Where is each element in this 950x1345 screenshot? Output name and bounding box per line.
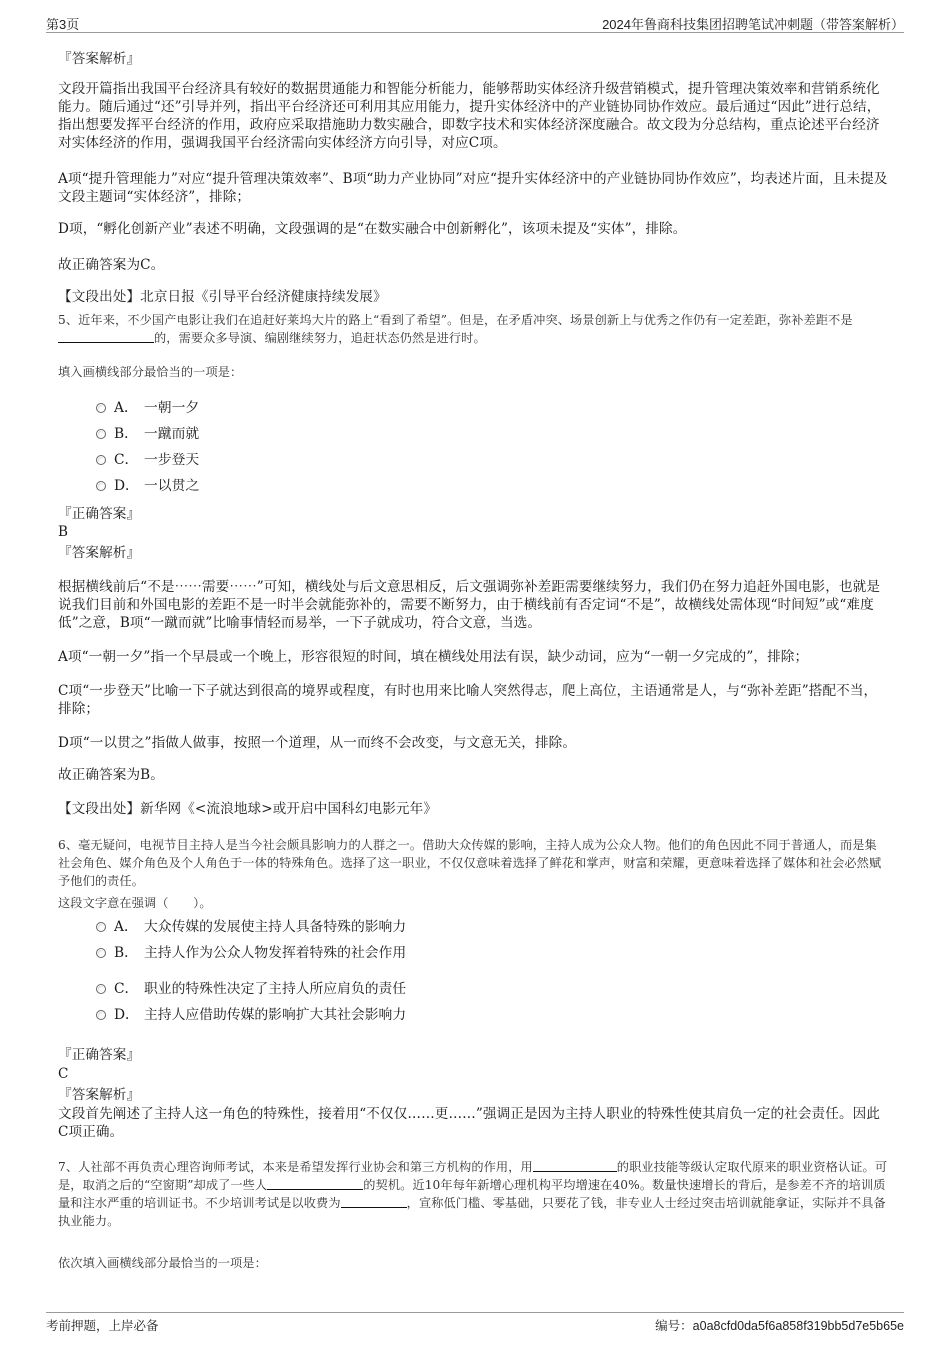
q5-analysis-paragraph-1: 根据横线前后“不是⋯⋯需要⋯⋯”可知，横线处与后文意思相反，后文强调弥补差距需要继续努力，我们仍在努力追赶外国电影，也就是说我们目前和外国电影的差距不是一时半会就能弥补的，需要不断努力，由于横线前有否定词“不是”，故横线处需体现“时间短”或“难度低”之意，B项“一蹴而就”比喻事情轻而易举，一下子就成功，符合文意，当选。 <box>58 579 881 631</box>
q7-prompt: 依次填入画横线部分最恰当的一项是： <box>58 1256 267 1270</box>
q5-conclusion: 故正确答案为B。 <box>58 767 164 783</box>
q7-stem <box>58 1158 888 1230</box>
radio-icon[interactable] <box>96 403 106 413</box>
q7-stem-part-4: ，宣称低门槛、零基础，只要花了钱，非专业人士经过突击培训就能拿证，实际并不具备执业能力。 <box>58 1196 886 1228</box>
q6-analysis: 文段首先阐述了主持人这一角色的特殊性，接着用“不仅仅……更……”强调正是因为主持人职业的特殊性使其肩负一定的社会责任。因此C项正确。 <box>58 1106 881 1140</box>
page-footer <box>46 1312 904 1333</box>
q5-option-c[interactable]: C． 一步登天 <box>96 450 199 470</box>
q7-stem-part-2: 的职业技能等级认定取代原来的职业资格认证。可是，取消之后的“空窗期”却成了一些人 <box>58 1160 888 1192</box>
q5-stem <box>58 311 888 347</box>
radio-icon[interactable] <box>96 455 106 465</box>
q6-analysis-label: 『答案解析』 <box>58 1087 141 1103</box>
page-header <box>46 12 904 33</box>
q5-stem-part-1: 5、近年来，不少国产电影让我们在追赶好莱坞大片的路上“看到了希望”。但是，在矛盾冲突、场景创新上与优秀之作仍有一定差距，弥补差距不是 <box>58 313 853 327</box>
q5-analysis-label: 『答案解析』 <box>58 545 141 561</box>
q6-option-a[interactable]: A． 大众传媒的发展使主持人具备特殊的影响力 <box>96 917 406 937</box>
radio-icon[interactable] <box>96 429 106 439</box>
footer-slogan: 考前押题，上岸必备 <box>46 1319 159 1333</box>
q5-analysis-paragraph-3: C项“一步登天”比喻一下子就达到很高的境界或程度，有时也用来比喻人突然得志，爬上高位，主语通常是人，与“弥补差距”搭配不当，排除； <box>58 683 878 717</box>
q6-stem: 6、毫无疑问，电视节目主持人是当今社会颇具影响力的人群之一。借助大众传媒的影响，主持人成为公众人物。他们的角色因此不同于普通人，而是集社会角色、媒介角色及个人角色于一体的特殊角色。选择了这一职业，不仅仅意味着选择了鲜花和掌声，财富和荣耀，更意味着选择了媒体和社会必然赋予他们的责任。 <box>58 838 882 888</box>
q5-analysis-paragraph-4: D项“一以贯之”指做人做事，按照一个道理，从一而终不会改变，与文意无关，排除。 <box>58 735 577 751</box>
q6-option-c[interactable]: C． 职业的特殊性决定了主持人所应肩负的责任 <box>96 979 406 999</box>
q4-source: 【文段出处】北京日报《引导平台经济健康持续发展》 <box>58 289 387 305</box>
q5-option-d[interactable]: D． 一以贯之 <box>96 476 199 496</box>
q6-prompt: 这段文字意在强调（ ）。 <box>58 896 212 910</box>
radio-icon[interactable] <box>96 984 106 994</box>
q4-analysis-paragraph-2: A项“提升管理能力”对应“提升管理决策效率”、B项“助力产业协同”对应“提升实体经济中的产业链协同协作效应”，均表述片面，且未提及文段主题词“实体经济”，排除； <box>58 171 888 205</box>
q6-option-b[interactable]: B． 主持人作为公众人物发挥着特殊的社会作用 <box>96 943 406 963</box>
radio-icon[interactable] <box>96 948 106 958</box>
q6-answer-label: 『正确答案』 <box>58 1047 141 1063</box>
q4-conclusion: 故正确答案为C。 <box>58 257 165 273</box>
radio-icon[interactable] <box>96 1010 106 1020</box>
document-title: 2024年鲁商科技集团招聘笔试冲刺题（带答案解析） <box>602 17 904 32</box>
q4-analysis-paragraph-3: D项，“孵化创新产业”表述不明确，文段强调的是“在数实融合中创新孵化”，该项未提及“实体”，排除。 <box>58 221 687 237</box>
q5-blank <box>58 330 154 343</box>
q6-answer: C <box>58 1066 69 1082</box>
page-number: 第3页 <box>46 17 80 32</box>
q4-analysis-label: 『答案解析』 <box>58 51 141 67</box>
q5-stem-part-2: 的，需要众多导演、编剧继续努力，追赶状态仍然是进行时。 <box>154 331 486 345</box>
radio-icon[interactable] <box>96 922 106 932</box>
q7-stem-part-3: 的契机。近10年每年新增心理机构平均增速在40%。数量快速增长的背后，是参差不齐的培训质量和注水严重的培训证书。不少培训考试是以收费为 <box>58 1178 886 1210</box>
q7-blank-2 <box>267 1177 363 1190</box>
q5-answer: B <box>58 524 69 540</box>
q5-option-a[interactable]: A． 一朝一夕 <box>96 398 199 418</box>
q4-analysis-paragraph-1: 文段开篇指出我国平台经济具有较好的数据贯通能力和智能分析能力，能够帮助实体经济升级营销模式，提升管理决策效率和营销系统化能力。随后通过“还”引导并列，指出平台经济还可利用其应用能力，提升实体经济中的产业链协同协作效应。最后通过“因此”进行总结，指出想要发挥平台经济的作用，政府应采取措施助力数实融合，即数字技术和实体经济深度融合。故文段为分总结构，重点论述平台经济对实体经济的作用，强调我国平台经济需向实体经济方向引导，对应C项。 <box>58 81 881 151</box>
q5-answer-label: 『正确答案』 <box>58 506 141 522</box>
q7-blank-1 <box>533 1159 617 1172</box>
q6-option-d[interactable]: D． 主持人应借助传媒的影响扩大其社会影响力 <box>96 1005 406 1025</box>
q7-stem-part-1: 7、人社部不再负责心理咨询师考试，本来是希望发挥行业协会和第三方机构的作用，用 <box>58 1160 533 1174</box>
q7-blank-3 <box>341 1195 407 1208</box>
q5-prompt: 填入画横线部分最恰当的一项是： <box>58 365 243 379</box>
footer-serial: 编号：a0a8cfd0da5f6a858f319bb5d7e5b65e <box>655 1319 904 1333</box>
q5-option-b[interactable]: B． 一蹴而就 <box>96 424 199 444</box>
radio-icon[interactable] <box>96 481 106 491</box>
q5-analysis-paragraph-2: A项“一朝一夕”指一个早晨或一个晚上，形容很短的时间，填在横线处用法有误，缺少动词，应为“一朝一夕完成的”，排除； <box>58 649 809 665</box>
q5-source: 【文段出处】新华网《<流浪地球>或开启中国科幻电影元年》 <box>58 801 438 817</box>
